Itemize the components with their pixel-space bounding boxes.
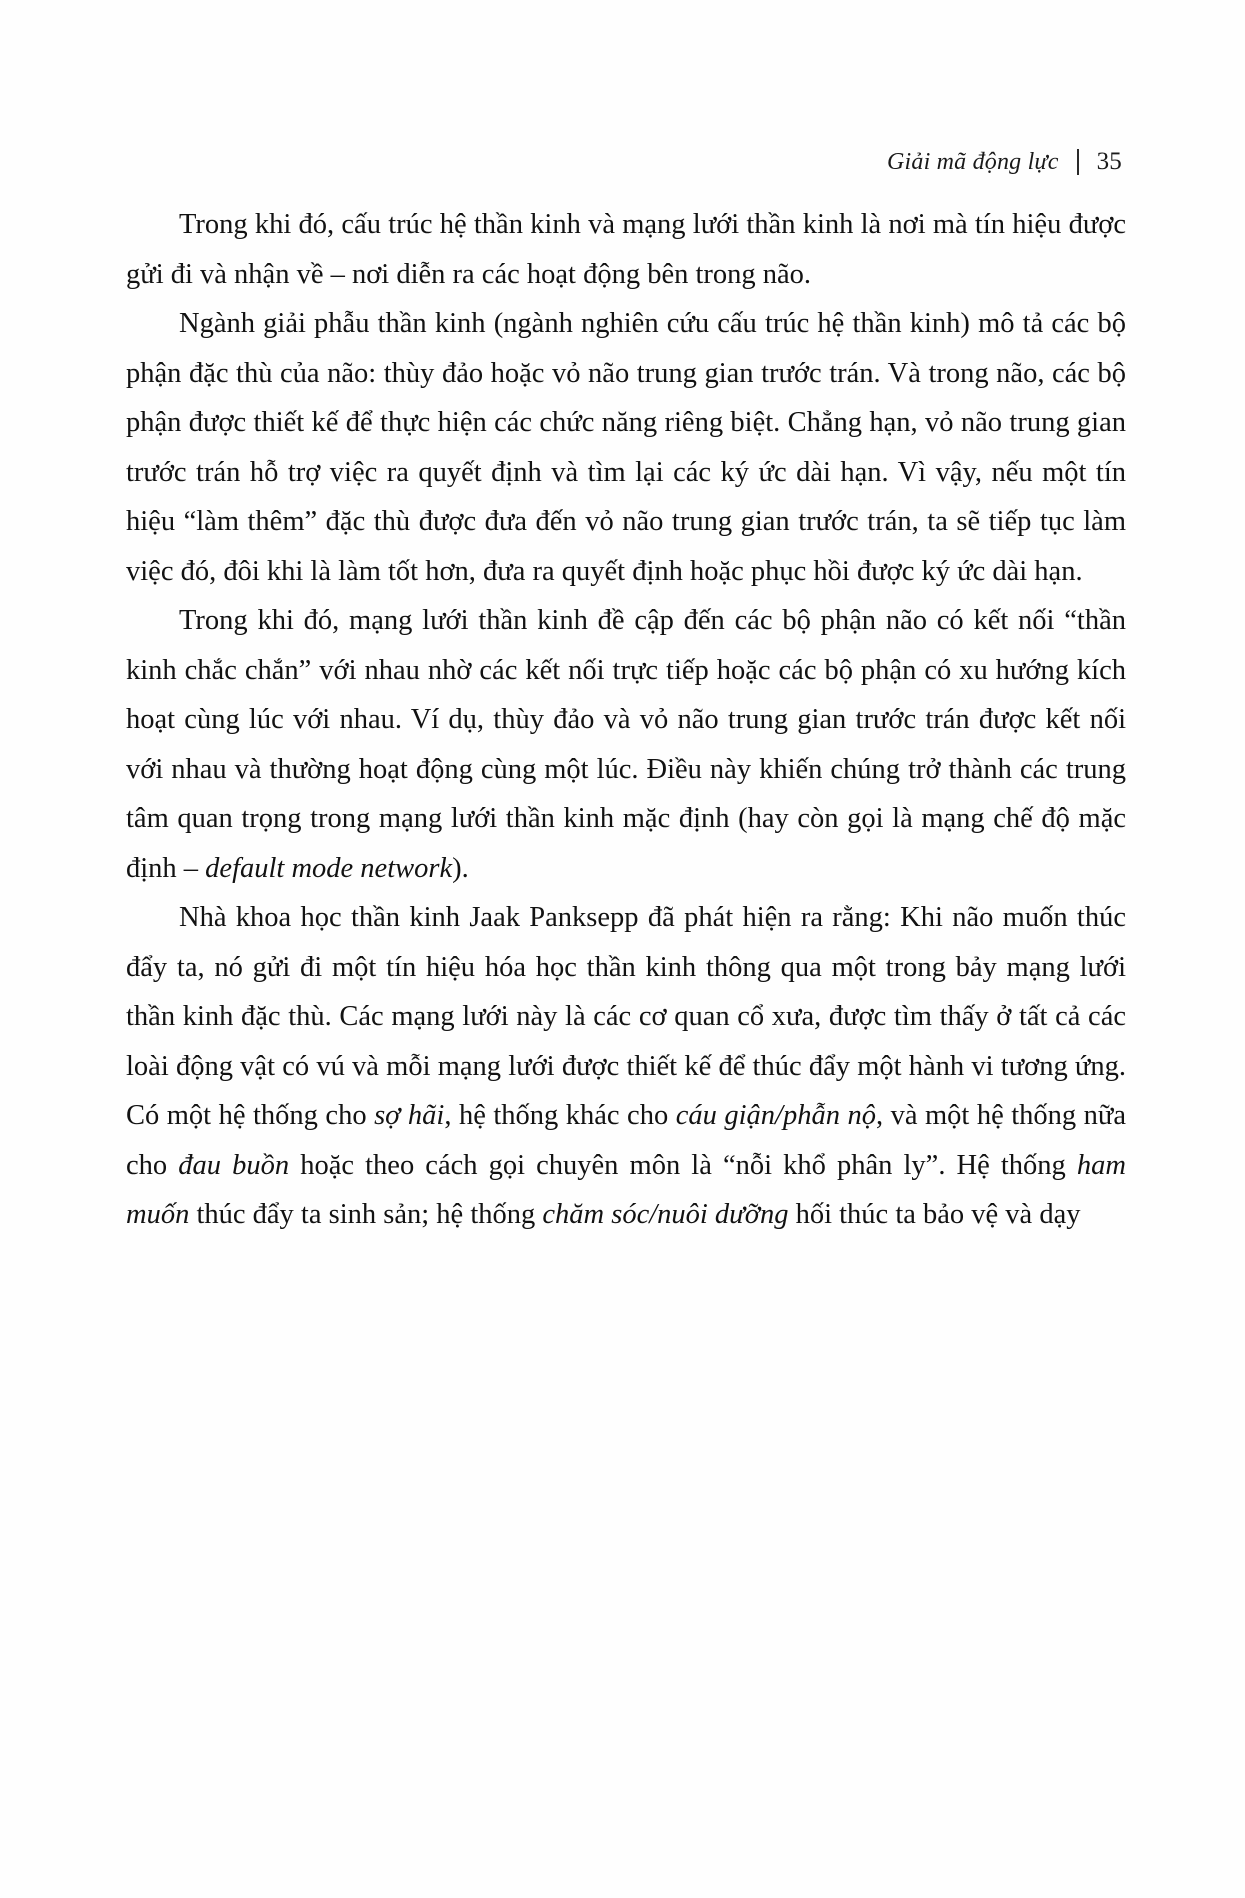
- paragraph-4-text: Nhà khoa học thần kinh Jaak Panksepp đã phát hiện ra rằng: Khi não muốn thúc đẩy ta, nó gửi đi một tín hiệu hóa học thần kinh thông qua một trong bảy mạng lưới thần kinh đặc thù. Các mạng lưới này là các cơ quan cổ xưa, được tìm thấy ở tất cả các loài động vật có vú và mỗi mạng lưới được thiết kế để thúc đẩy một hành vi tương ứng. Có một hệ thống cho sợ hãi, hệ thống khác cho cáu giận/phẫn nộ, và một hệ thống nữa cho đau buồn hoặc theo cách gọi chuyên môn là “nỗi khổ phân ly”. Hệ thống ham muốn thúc đẩy ta sinh sản; hệ thống chăm sóc/nuôi dưỡng hối thúc ta bảo vệ và dạy: [126, 902, 1126, 1230]
- italic-term: cáu giận/phẫn nộ: [675, 1100, 876, 1131]
- italic-term: default mode network: [205, 852, 453, 884]
- paragraph-1: Trong khi đó, cấu trúc hệ thần kinh và mạng lưới thần kinh là nơi mà tín hiệu được gửi đi và nhận về – nơi diễn ra các hoạt động bên trong não.: [126, 209, 1126, 290]
- page-number: 35: [1096, 148, 1122, 175]
- italic-term: chăm sóc/nuôi dưỡng: [542, 1199, 789, 1230]
- paragraph-3-text: Trong khi đó, mạng lưới thần kinh đề cập đến các bộ phận não có kết nối “thần kinh chắc chắn” với nhau nhờ các kết nối trực tiếp hoặc các bộ phận có xu hướng kích hoạt cùng lúc với nhau. Ví dụ, thùy đảo và vỏ não trung gian trước trán được kết nối với nhau và thường hoạt động cùng một lúc. Điều này khiến chúng trở thành các trung tâm quan trọng trong mạng lưới thần kinh mặc định (hay còn gọi là mạng chế độ mặc định – default mode network).: [126, 605, 1126, 884]
- italic-term: đau buồn: [178, 1149, 290, 1181]
- running-title: Giải mã động lực: [886, 148, 1059, 175]
- body-text: [126, 200, 1126, 1240]
- page-header: [887, 148, 1122, 176]
- header-divider-rule: [1077, 149, 1079, 175]
- paragraph-4: [126, 893, 1126, 1240]
- italic-term: sợ hãi: [374, 1100, 445, 1131]
- paragraph-3: [126, 596, 1126, 893]
- italic-term: ham muốn: [126, 1149, 1126, 1230]
- paragraph-2: Ngành giải phẫu thần kinh (ngành nghiên cứu cấu trúc hệ thần kinh) mô tả các bộ phận đặc thù của não: thùy đảo hoặc vỏ não trung gian trước trán. Và trong não, các bộ phận được thiết kế để thực hiện các chức năng riêng biệt. Chẳng hạn, vỏ não trung gian trước trán hỗ trợ việc ra quyết định và tìm lại các ký ức dài hạn. Vì vậy, nếu một tín hiệu “làm thêm” đặc thù được đưa đến vỏ não trung gian trước trán, ta sẽ tiếp tục làm việc đó, đôi khi là làm tốt hơn, đưa ra quyết định hoặc phục hồi được ký ức dài hạn.: [126, 308, 1126, 587]
